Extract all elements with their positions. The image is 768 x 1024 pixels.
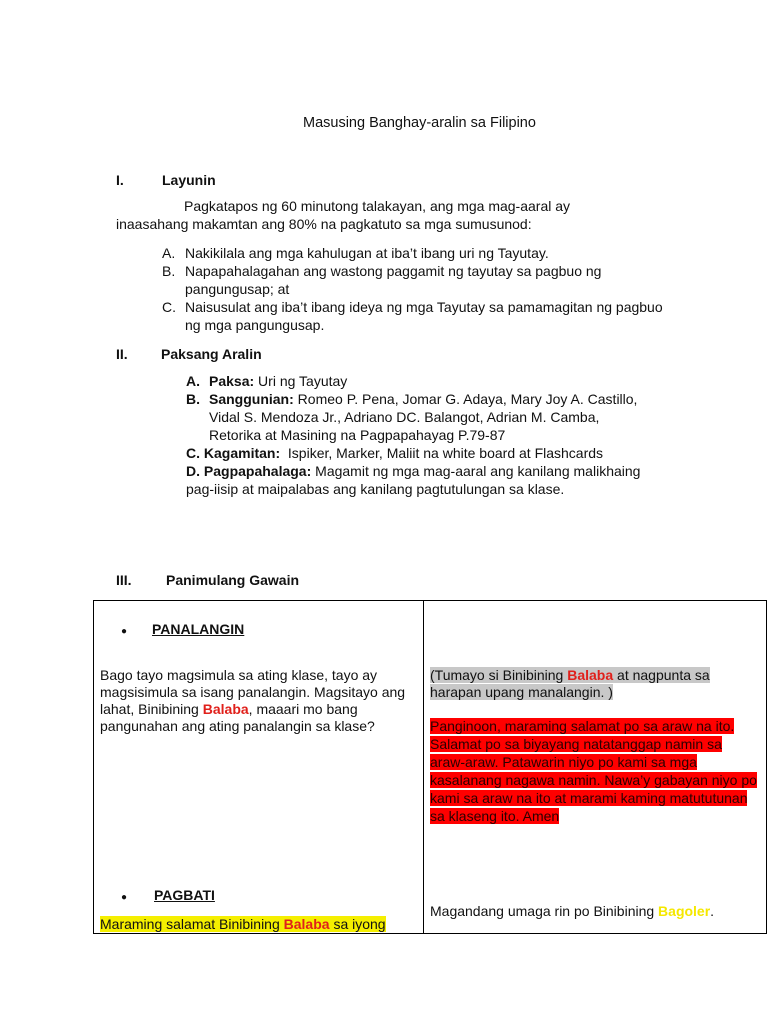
- section-title-layunin: Layunin: [162, 172, 216, 188]
- pagpapahalaga-label: D. Pagpapahalaga:: [186, 463, 312, 479]
- pagpapahalaga-item: [186, 462, 646, 498]
- layunin-list: [162, 244, 682, 334]
- pagbati-heading: PAGBATI: [154, 887, 215, 903]
- student-name: Balaba: [567, 667, 614, 683]
- bullet-icon: ●: [121, 626, 128, 637]
- layunin-intro: [116, 197, 616, 233]
- panalangin-heading: PANALANGIN: [152, 621, 245, 637]
- layunin-item: [162, 298, 682, 334]
- student-action-highlight: [430, 667, 710, 700]
- pagbati-student-text: [430, 903, 760, 920]
- activity-table: [93, 600, 767, 934]
- pagbati-teacher-text: [100, 916, 418, 933]
- section-title-paksang-aralin: Paksang Aralin: [161, 346, 262, 362]
- list-marker: C.: [162, 299, 176, 315]
- document-title: Masusing Banghay-aralin sa Filipino: [303, 115, 536, 131]
- teacher-name: Bagoler: [658, 903, 711, 919]
- panalangin-prayer: [430, 717, 760, 825]
- kagamitan-item: [186, 444, 646, 462]
- paksa-text: Uri ng Tayutay: [254, 373, 348, 389]
- layunin-item-text: Nakikilala ang mga kahulugan at iba’t ibang uri ng Tayutay.: [185, 245, 549, 261]
- prayer-text: Panginoon, maraming salamat po sa araw na ito. Salamat po sa biyayang natatanggap namin sa araw-araw. Patawarin niyo po kami sa mga kasalanang nagawa namin. Nawa’y gabayan niyo po kami sa araw na ito at marami kaming matututunan sa klaseng ito. Amen: [430, 718, 757, 824]
- student-name: Balaba: [202, 701, 249, 717]
- student-action-part: (Tumayo si Binibining: [430, 667, 568, 683]
- list-marker: B.: [186, 391, 200, 407]
- list-marker: A.: [186, 373, 200, 389]
- layunin-intro-text: Pagkatapos ng 60 minutong talakayan, ang mga mag-aaral ay inaasahang makamtan ang 80% na pagkatuto sa mga sumusunod:: [116, 198, 571, 232]
- layunin-item: [162, 244, 682, 262]
- paksa-item: [186, 372, 646, 390]
- student-text-part: .: [710, 903, 715, 919]
- layunin-item-text: Napapahalagahan ang wastong paggamit ng tayutay sa pagbuo ng pangungusap; at: [185, 263, 602, 297]
- paksa-label: Paksa:: [209, 373, 255, 389]
- column-divider: [423, 601, 424, 933]
- section-number: I.: [116, 172, 124, 188]
- section-number: II.: [116, 346, 128, 362]
- student-text-part: Magandang umaga rin po Binibining: [430, 903, 659, 919]
- panalangin-teacher-text: [100, 667, 416, 735]
- teacher-text-part: Bago tayo magsimula sa ating klase, tayo ay magsisimula sa isang panalangin. Magsitayo ang lahat, Binibining: [100, 667, 406, 717]
- layunin-item-text: Naisusulat ang iba’t ibang ideya ng mga Tayutay sa pamamagitan ng pagbuo ng mga pangungusap.: [185, 299, 663, 333]
- list-marker: A.: [162, 245, 176, 261]
- sanggunian-item: [186, 390, 646, 444]
- student-action-part: at nagpunta sa harapan upang manalangin. ): [430, 667, 710, 700]
- teacher-text-part: Maraming salamat Binibining: [100, 916, 284, 932]
- sanggunian-label: Sanggunian:: [209, 391, 294, 407]
- bullet-icon: ●: [121, 892, 128, 903]
- pagpapahalaga-text: Magamit ng mga mag-aaral ang kanilang malikhaing pag-iisip at maipalabas ang kanilang pagtutulungan sa klase.: [186, 463, 641, 497]
- sanggunian-text: Romeo P. Pena, Jomar G. Adaya, Mary Joy A. Castillo, Vidal S. Mendoza Jr., Adriano DC. Balangot, Adrian M. Camba, Retorika at Masining na Pagpapahayag P.79-87: [209, 391, 638, 443]
- teacher-text-part: sa iyong: [329, 916, 386, 932]
- teacher-text-part: , maaari mo bang pangunahan ang ating panalangin sa klase?: [100, 701, 375, 734]
- panalangin-student-action: [430, 667, 750, 701]
- section-title-panimulang-gawain: Panimulang Gawain: [166, 572, 300, 588]
- kagamitan-text: Ispiker, Marker, Maliit na white board at Flashcards: [280, 445, 604, 461]
- section-number: III.: [116, 572, 132, 588]
- student-name: Balaba: [283, 916, 330, 932]
- kagamitan-label: C. Kagamitan:: [186, 445, 281, 461]
- paksang-aralin-list: [186, 372, 646, 498]
- pagbati-teacher-highlight: [100, 916, 386, 932]
- list-marker: B.: [162, 263, 176, 279]
- layunin-item: [162, 262, 682, 298]
